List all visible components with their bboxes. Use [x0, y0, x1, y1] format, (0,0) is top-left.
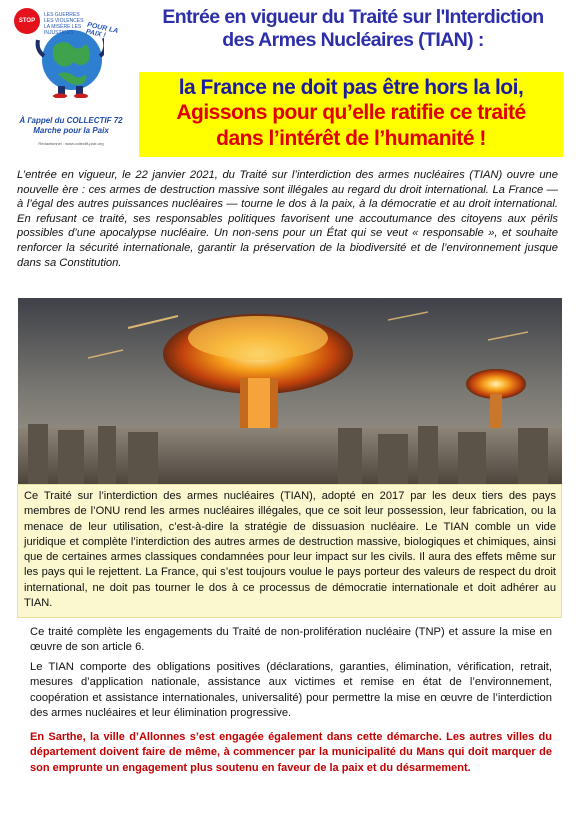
headline-line-3: dans l’intérêt de l’humanité !: [216, 127, 486, 150]
headline-line-1: la France ne doit pas être hors la loi,: [178, 76, 524, 99]
treaty-summary-text: Ce Traité sur l’interdiction des armes nucléaires (TIAN), adopté en 2017 par les deux tiers des pays membres de l’ONU rend les armes nucléaires illégales, que ce soit leur possession, leur fabrication, ou la menace de leur utilisation, c’est-à-dire la stratégie de dissuasion nucléaire. Le TIAN comble un vide juridique et complète l’interdiction des autres armes de destruction massive, biologiques et chimiques, ainsi que de certaines armes classiques condamnées pour leur impact sur les civils. Il aura des effets même sur les pays qui le rejettent. La France, qui s’est toujours voulue le pays porteur des valeurs de respect du droit international, ne doit pas tourner le dos à ce processus de démocratie internationale et doit adhérer au TIAN.: [24, 490, 556, 610]
paragraph-sarthe-call: En Sarthe, la ville d’Allonnes s’est engagée également dans cette démarche. Les autres villes du département doivent faire de même, à commencer par la municipalité du Mans qui doit marquer de son emprunte un engagement plus soutenu en faveur de la paix et du désarmement.: [30, 731, 552, 774]
stop-badge: STOP: [14, 8, 40, 34]
logo-slogan: POUR LA PAIX !: [85, 21, 119, 40]
logo-caption-line2: Marche pour la Paix: [33, 126, 109, 135]
paragraph-tnp: Ce traité complète les engagements du Traité de non-prolifération nucléaire (TNP) et assure la mise en œuvre de son article 6.: [30, 626, 552, 654]
headline-line-2: Agissons pour qu’elle ratifie ce traité: [176, 101, 526, 124]
intro-paragraph: L’entrée en vigueur, le 22 janvier 2021, du Traité sur l’interdiction des armes nucléaires (TIAN) ouvre une nouvelle ère : ces armes de destruction massive sont illégales au regard du droit international. La France — à l’égal des autres puissances nucléaires — tourne le dos à la paix, à la démocratie et au droit international. En refusant ce traité, ses responsables politiques favorisent une accoutumance des citoyens aux périls possibles d’une apocalypse nucléaire. Un non-sens pour un État qui se veut « responsable », et souhaite renforcer la sécurité internationale, garantir la préservation de la biodiversité et de l’environnement jusque dans sa Constitution.: [17, 169, 558, 269]
logo-caption-line1: À l'appel du COLLECTIF 72: [19, 116, 123, 125]
logo-caption: [12, 116, 130, 136]
title-line-2: des Armes Nucléaires (TIAN) :: [222, 29, 484, 51]
title-line-1: Entrée en vigueur du Traité sur l'Interdiction: [162, 6, 544, 28]
mushroom-cloud-icon: [18, 298, 562, 484]
headline-box: [139, 72, 563, 157]
logo-website: Rédactionnel : www.collectif-paix.org: [38, 141, 104, 146]
collectif-logo: [12, 6, 130, 152]
treaty-summary-box: [17, 484, 562, 618]
logo-small-text: LES GUERRES LES VIOLENCES LA MISÈRE LES INJUSTICES: [44, 12, 84, 36]
page-title: [138, 6, 568, 52]
nuclear-explosion-photo: [18, 298, 562, 484]
paragraph-obligations: Le TIAN comporte des obligations positives (déclarations, garanties, élimination, vérification, retrait, mesures d’application nationale, assistance aux victimes et remise en état de l’environnement, coopération et assistance internationales, universalité) pour permettre la mise en œuvre de l’interdiction des armes nucléaires et leur élimination progressive.: [30, 661, 552, 720]
